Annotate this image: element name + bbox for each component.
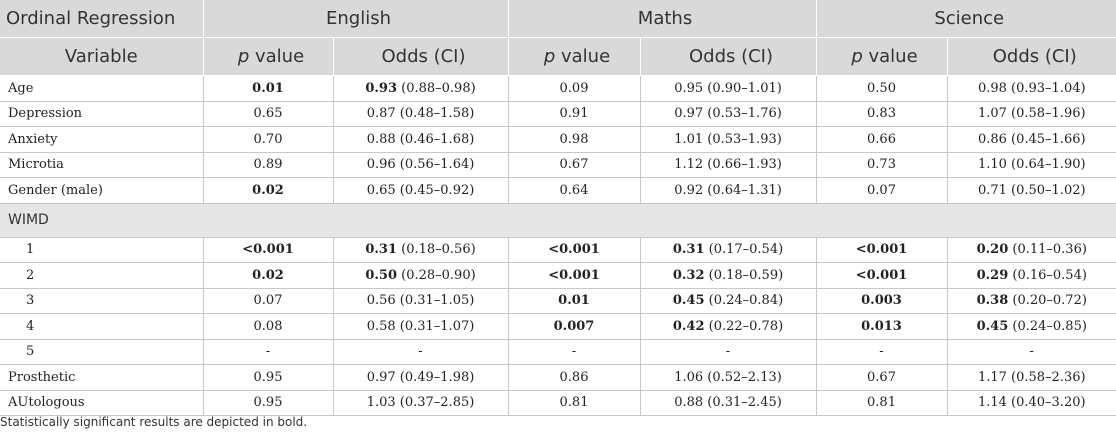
odds-cell [333,263,508,289]
confidence-interval: (0.24–0.84) [704,293,784,309]
confidence-interval: (0.22–0.78) [704,318,784,334]
p-value-cell: 0.02 [203,263,333,289]
p-value-cell: 0.013 [816,314,947,340]
confidence-interval: (0.64–1.90) [1006,157,1086,173]
odds-ratio: 0.86 [977,131,1007,147]
odds-cell [640,101,816,127]
odds-cell [333,101,508,127]
p-value-cell: 0.95 [203,365,333,391]
confidence-interval: (0.45–1.66) [1006,131,1086,147]
odds-cell [640,339,816,365]
odds-cell [640,127,816,153]
p-suffix: value [555,46,611,67]
footnote: Statistically significant results are depicted in bold. [0,415,308,429]
odds-ratio: 1.10 [977,157,1007,173]
odds-cell [333,390,508,416]
confidence-interval: (0.53–1.93) [703,131,782,147]
confidence-interval: (0.56–1.64) [395,157,475,173]
odds-cell [640,365,816,391]
table-body-wimd [0,237,1116,365]
table-row [0,152,1116,178]
odds-cell [333,237,508,263]
odds-cell [333,288,508,314]
odds-ratio: 1.07 [977,106,1007,122]
variable-cell: 1 [0,237,203,263]
p-value-cell: - [816,339,947,365]
odds-cell [947,288,1116,314]
p-value-cell: 0.02 [203,178,333,204]
confidence-interval: (0.37–2.85) [395,395,475,411]
odds-ratio: 1.06 [674,369,704,385]
p-value-cell: 0.66 [816,127,947,153]
group-header-maths: Maths [508,0,816,38]
confidence-interval: (0.24–0.85) [1008,318,1087,334]
p-value-cell: 0.01 [203,76,333,102]
odds-ratio: 0.58 [366,318,396,334]
corner-header: Ordinal Regression [0,0,203,38]
group-header-english: English [203,0,508,38]
variable-cell: Depression [0,101,203,127]
p-value-header [203,38,333,76]
odds-cell [333,178,508,204]
odds-cell [640,152,816,178]
odds-cell [640,237,816,263]
variable-cell: Age [0,76,203,102]
confidence-interval: (0.20–0.72) [1008,293,1087,309]
table-body-top [0,76,1116,204]
section-label: WIMD [0,203,1116,237]
table-row [0,127,1116,153]
odds-ratio: 0.38 [976,293,1009,309]
odds-ratio: 0.29 [976,267,1009,283]
p-value-cell: 0.70 [203,127,333,153]
odds-ratio: 0.42 [672,318,705,334]
confidence-interval: (0.58–1.96) [1006,106,1086,122]
odds-cell [333,365,508,391]
odds-cell [640,314,816,340]
table-body-section [0,203,1116,237]
odds-cell [640,178,816,204]
p-value-cell: 0.67 [508,152,640,178]
variable-cell: AUtologous [0,390,203,416]
confidence-interval: (0.48–1.58) [395,106,475,122]
odds-header: Odds (CI) [640,38,816,76]
table-row [0,178,1116,204]
p-value-cell: 0.83 [816,101,947,127]
odds-cell [947,263,1116,289]
confidence-interval: (0.46–1.68) [395,131,475,147]
odds-cell [640,263,816,289]
odds-header: Odds (CI) [947,38,1116,76]
p-value-cell: 0.003 [816,288,947,314]
variable-cell: Prosthetic [0,365,203,391]
odds-cell [640,76,816,102]
confidence-interval: (0.52–2.13) [703,369,782,385]
header-row-columns [0,38,1116,76]
odds-ratio: 0.93 [365,80,397,96]
odds-ratio: 0.45 [976,318,1009,334]
table-row [0,314,1116,340]
confidence-interval: (0.93–1.04) [1006,80,1086,96]
p-value-cell: <0.001 [508,263,640,289]
p-value-cell: <0.001 [203,237,333,263]
variable-cell: 3 [0,288,203,314]
p-value-cell: 0.86 [508,365,640,391]
odds-ratio: 0.45 [672,293,705,309]
odds-cell [947,76,1116,102]
p-value-cell: 0.91 [508,101,640,127]
odds-cell [947,314,1116,340]
confidence-interval: (0.64–1.31) [703,182,782,198]
confidence-interval: (0.28–0.90) [397,267,476,283]
confidence-interval: (0.45–0.92) [395,182,475,198]
table-row [0,339,1116,365]
odds-cell [640,390,816,416]
odds-cell [947,178,1116,204]
variable-cell: 2 [0,263,203,289]
p-suffix: value [249,46,305,67]
confidence-interval: (0.18–0.59) [704,267,784,283]
group-header-science: Science [816,0,1116,38]
p-value-header [816,38,947,76]
odds-cell [333,127,508,153]
header-row-groups [0,0,1116,38]
confidence-interval: (0.31–2.45) [703,395,782,411]
table-row [0,365,1116,391]
p-value-cell: <0.001 [816,237,947,263]
odds-ratio: 0.32 [672,267,705,283]
p-value-cell: 0.50 [816,76,947,102]
odds-cell [947,365,1116,391]
odds-ratio: 0.88 [674,395,704,411]
odds-ratio: 0.31 [672,242,705,258]
odds-ratio: 0.98 [977,80,1007,96]
confidence-interval: (0.90–1.01) [703,80,782,96]
p-value-cell: 0.81 [508,390,640,416]
odds-cell [947,339,1116,365]
confidence-interval: (0.31–1.07) [395,318,475,334]
odds-ratio: 1.12 [674,157,704,173]
odds-ratio: 0.92 [674,182,704,198]
confidence-interval: (0.17–0.54) [704,242,784,258]
p-value-cell: <0.001 [816,263,947,289]
variable-cell: 4 [0,314,203,340]
p-value-cell: - [508,339,640,365]
confidence-interval: (0.66–1.93) [703,157,782,173]
odds-ratio: 0.88 [366,131,396,147]
odds-cell [947,101,1116,127]
variable-cell: Microtia [0,152,203,178]
table-body-bottom [0,365,1116,416]
variable-header: Variable [0,38,203,76]
p-value-cell: 0.09 [508,76,640,102]
confidence-interval: (0.31–1.05) [395,293,475,309]
p-value-cell: 0.07 [816,178,947,204]
p-value-cell: 0.64 [508,178,640,204]
odds-ratio: 0.97 [674,106,704,122]
p-value-cell: 0.89 [203,152,333,178]
odds-cell [947,152,1116,178]
p-italic: p [237,46,250,67]
confidence-interval: (0.50–1.02) [1006,182,1086,198]
odds-ratio: 0.31 [365,242,397,258]
p-value-cell: - [203,339,333,365]
odds-ratio: 0.56 [366,293,396,309]
odds-ratio: 0.96 [366,157,396,173]
odds-cell [640,288,816,314]
p-value-cell: 0.81 [816,390,947,416]
p-value-cell: 0.67 [816,365,947,391]
odds-ratio: 0.65 [366,182,396,198]
odds-cell [947,127,1116,153]
confidence-interval: (0.49–1.98) [395,369,475,385]
odds-ratio: - [725,344,731,360]
odds-ratio: 0.71 [977,182,1007,198]
odds-cell [333,152,508,178]
confidence-interval: (0.16–0.54) [1008,267,1087,283]
odds-ratio: 1.01 [674,131,704,147]
table-row [0,263,1116,289]
confidence-interval: (0.88–0.98) [397,80,476,96]
confidence-interval: (0.18–0.56) [397,242,476,258]
confidence-interval: (0.11–0.36) [1008,242,1087,258]
variable-cell: 5 [0,339,203,365]
p-value-cell: 0.98 [508,127,640,153]
p-value-cell: 0.73 [816,152,947,178]
odds-cell [947,390,1116,416]
odds-cell [333,339,508,365]
odds-ratio: 1.17 [977,369,1007,385]
confidence-interval: (0.40–3.20) [1006,395,1086,411]
p-suffix: value [862,46,918,67]
section-row-wimd [0,203,1116,237]
p-value-cell: 0.07 [203,288,333,314]
table-row [0,390,1116,416]
odds-ratio: 1.03 [366,395,396,411]
odds-cell [947,237,1116,263]
odds-ratio: 0.20 [976,242,1009,258]
p-value-header [508,38,640,76]
p-value-cell: 0.95 [203,390,333,416]
odds-ratio: 1.14 [977,395,1007,411]
odds-ratio: 0.50 [365,267,397,283]
odds-ratio: 0.95 [674,80,704,96]
odds-cell [333,314,508,340]
odds-ratio: - [418,344,423,360]
variable-cell: Anxiety [0,127,203,153]
odds-ratio: 0.97 [366,369,396,385]
p-italic: p [851,46,863,67]
p-value-cell: 0.65 [203,101,333,127]
p-value-cell: 0.01 [508,288,640,314]
odds-cell [333,76,508,102]
p-italic: p [543,46,556,67]
variable-cell: Gender (male) [0,178,203,204]
p-value-cell: 0.007 [508,314,640,340]
table-row [0,101,1116,127]
confidence-interval: (0.53–1.76) [703,106,782,122]
table-row [0,237,1116,263]
table-row [0,288,1116,314]
p-value-cell: 0.08 [203,314,333,340]
table-row [0,76,1116,102]
odds-ratio: 0.87 [366,106,396,122]
p-value-cell: <0.001 [508,237,640,263]
odds-header: Odds (CI) [333,38,508,76]
odds-ratio: - [1029,344,1034,360]
confidence-interval: (0.58–2.36) [1006,369,1086,385]
